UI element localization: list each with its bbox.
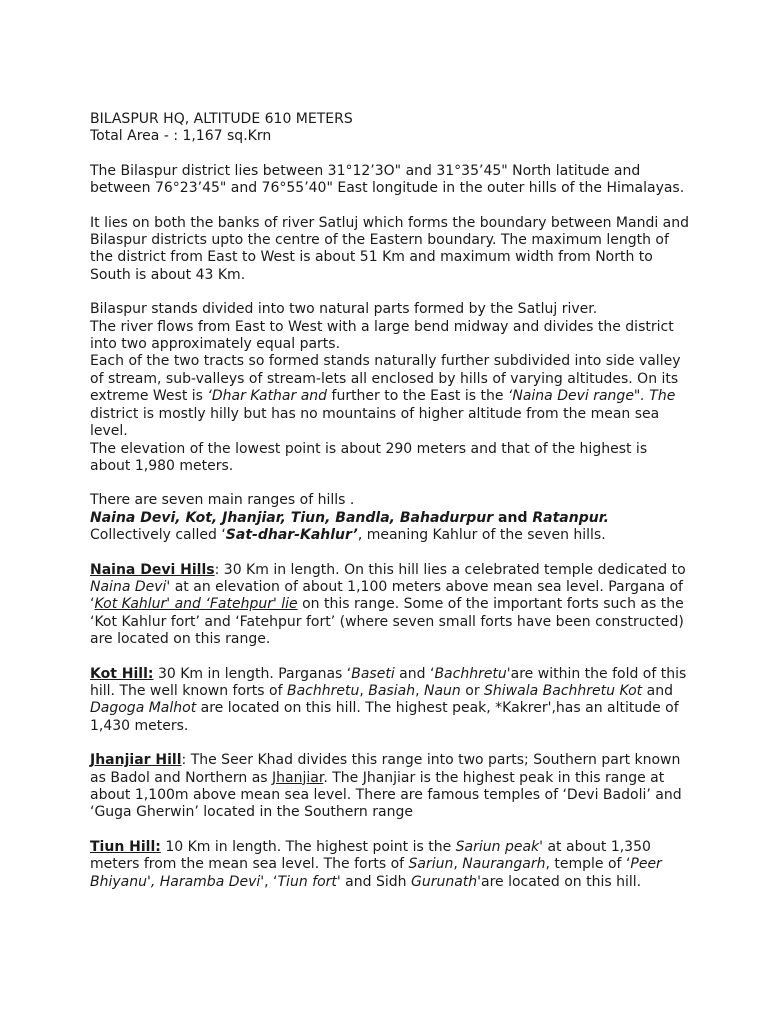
kot-hill-heading: Kot Hill: bbox=[90, 665, 154, 682]
elevation-line: The elevation of the lowest point is about 290 meters and that of the highest is about 1,980 meters. bbox=[90, 440, 648, 474]
tiun-hill-heading: Tiun Hill: bbox=[90, 838, 161, 855]
division-line-2: The river flows from East to West with a large bend midway and divides the district into two approximately equal parts. bbox=[90, 318, 674, 353]
naina-devi-section: Naina Devi Hills: 30 Km in length. On this hill lies a celebrated temple dedicated to Naina Devi' at an elevation of about 1,100 meters above mean sea level. Pargana of ‘Kot Kahlur' and ‘Fatehpur' lie on this range. Some of the important forts such as the ‘Kot Kahlur fort’ and ‘Fatehpur fort’ (where seven small forts have been constructed) are located on this range. bbox=[90, 561, 686, 648]
jhanjiar-hill-section: Jhanjiar Hill: The Seer Khad divides this range into two parts; Southern part known as Badol and Northern as Jhanjiar. The Jhanjiar is the highest peak in this range at about 1,100m above mean sea level. There are famous temples of ‘Devi Badoli’ and ‘Guga Gherwin’ located in the Southern range bbox=[90, 752, 682, 821]
document-body bbox=[90, 111, 690, 891]
header-title: BILASPUR HQ, ALTITUDE 610 METERS bbox=[90, 111, 353, 127]
boundary-paragraph: It lies on both the banks of river Satluj which forms the boundary between Mandi and Bilaspur districts upto the centre of the Eastern boundary. The maximum length of the district from East to West is about 51 Km and maximum width from North to South is about 43 Km. bbox=[90, 214, 690, 283]
jhanjiar-hill-heading: Jhanjiar Hill bbox=[90, 752, 182, 769]
ranges-list: Naina Devi, Kot, Jhanjiar, Tiun, Bandla, Bahadurpur and Ratanpur. bbox=[90, 509, 609, 526]
kot-hill-section: Kot Hill: 30 Km in length. Parganas ‘Baseti and ‘Bachhretu'are within the fold of this hill. The well known forts of Bachhretu, Basiah, Naun or Shiwala Bachhretu Kot and Dagoga Malhot are located on this hill. The highest peak, *Kakrer',has an altitude of 1,430 meters. bbox=[90, 665, 687, 734]
ranges-intro: There are seven main ranges of hills . bbox=[90, 492, 355, 509]
division-line-3: Each of the two tracts so formed stands naturally further subdivided into side valley of stream, sub-valleys of stream-lets all enclosed by hills of varying altitudes. On its extreme West is ‘Dhar Kathar and further to the East is the ‘Naina Devi range". The district is mostly hilly but has no mountains of higher altitude from the mean sea level. bbox=[90, 353, 681, 440]
naina-devi-heading: Naina Devi Hills bbox=[90, 561, 215, 578]
location-paragraph: The Bilaspur district lies between 31°12’3O" and 31°35’45" North latitude and between 76°23’45" and 76°55’40" East longitude in the outer hills of the Himalayas. bbox=[90, 162, 685, 197]
division-line-1: Bilaspur stands divided into two natural parts formed by the Satluj river. bbox=[90, 301, 598, 318]
ranges-collective: Collectively called ‘Sat-dhar-Kahlur’, meaning Kahlur of the seven hills. bbox=[90, 527, 606, 544]
tiun-hill-section: Tiun Hill: 10 Km in length. The highest point is the Sariun peak' at about 1,350 meters from the mean sea level. The forts of Sariun, Naurangarh, temple of ‘Peer Bhiyanu', Haramba Devi', ‘Tiun fort' and Sidh Gurunath'are located on this hill. bbox=[90, 838, 662, 890]
total-area: Total Area - : 1,167 sq.Krn bbox=[90, 128, 272, 145]
